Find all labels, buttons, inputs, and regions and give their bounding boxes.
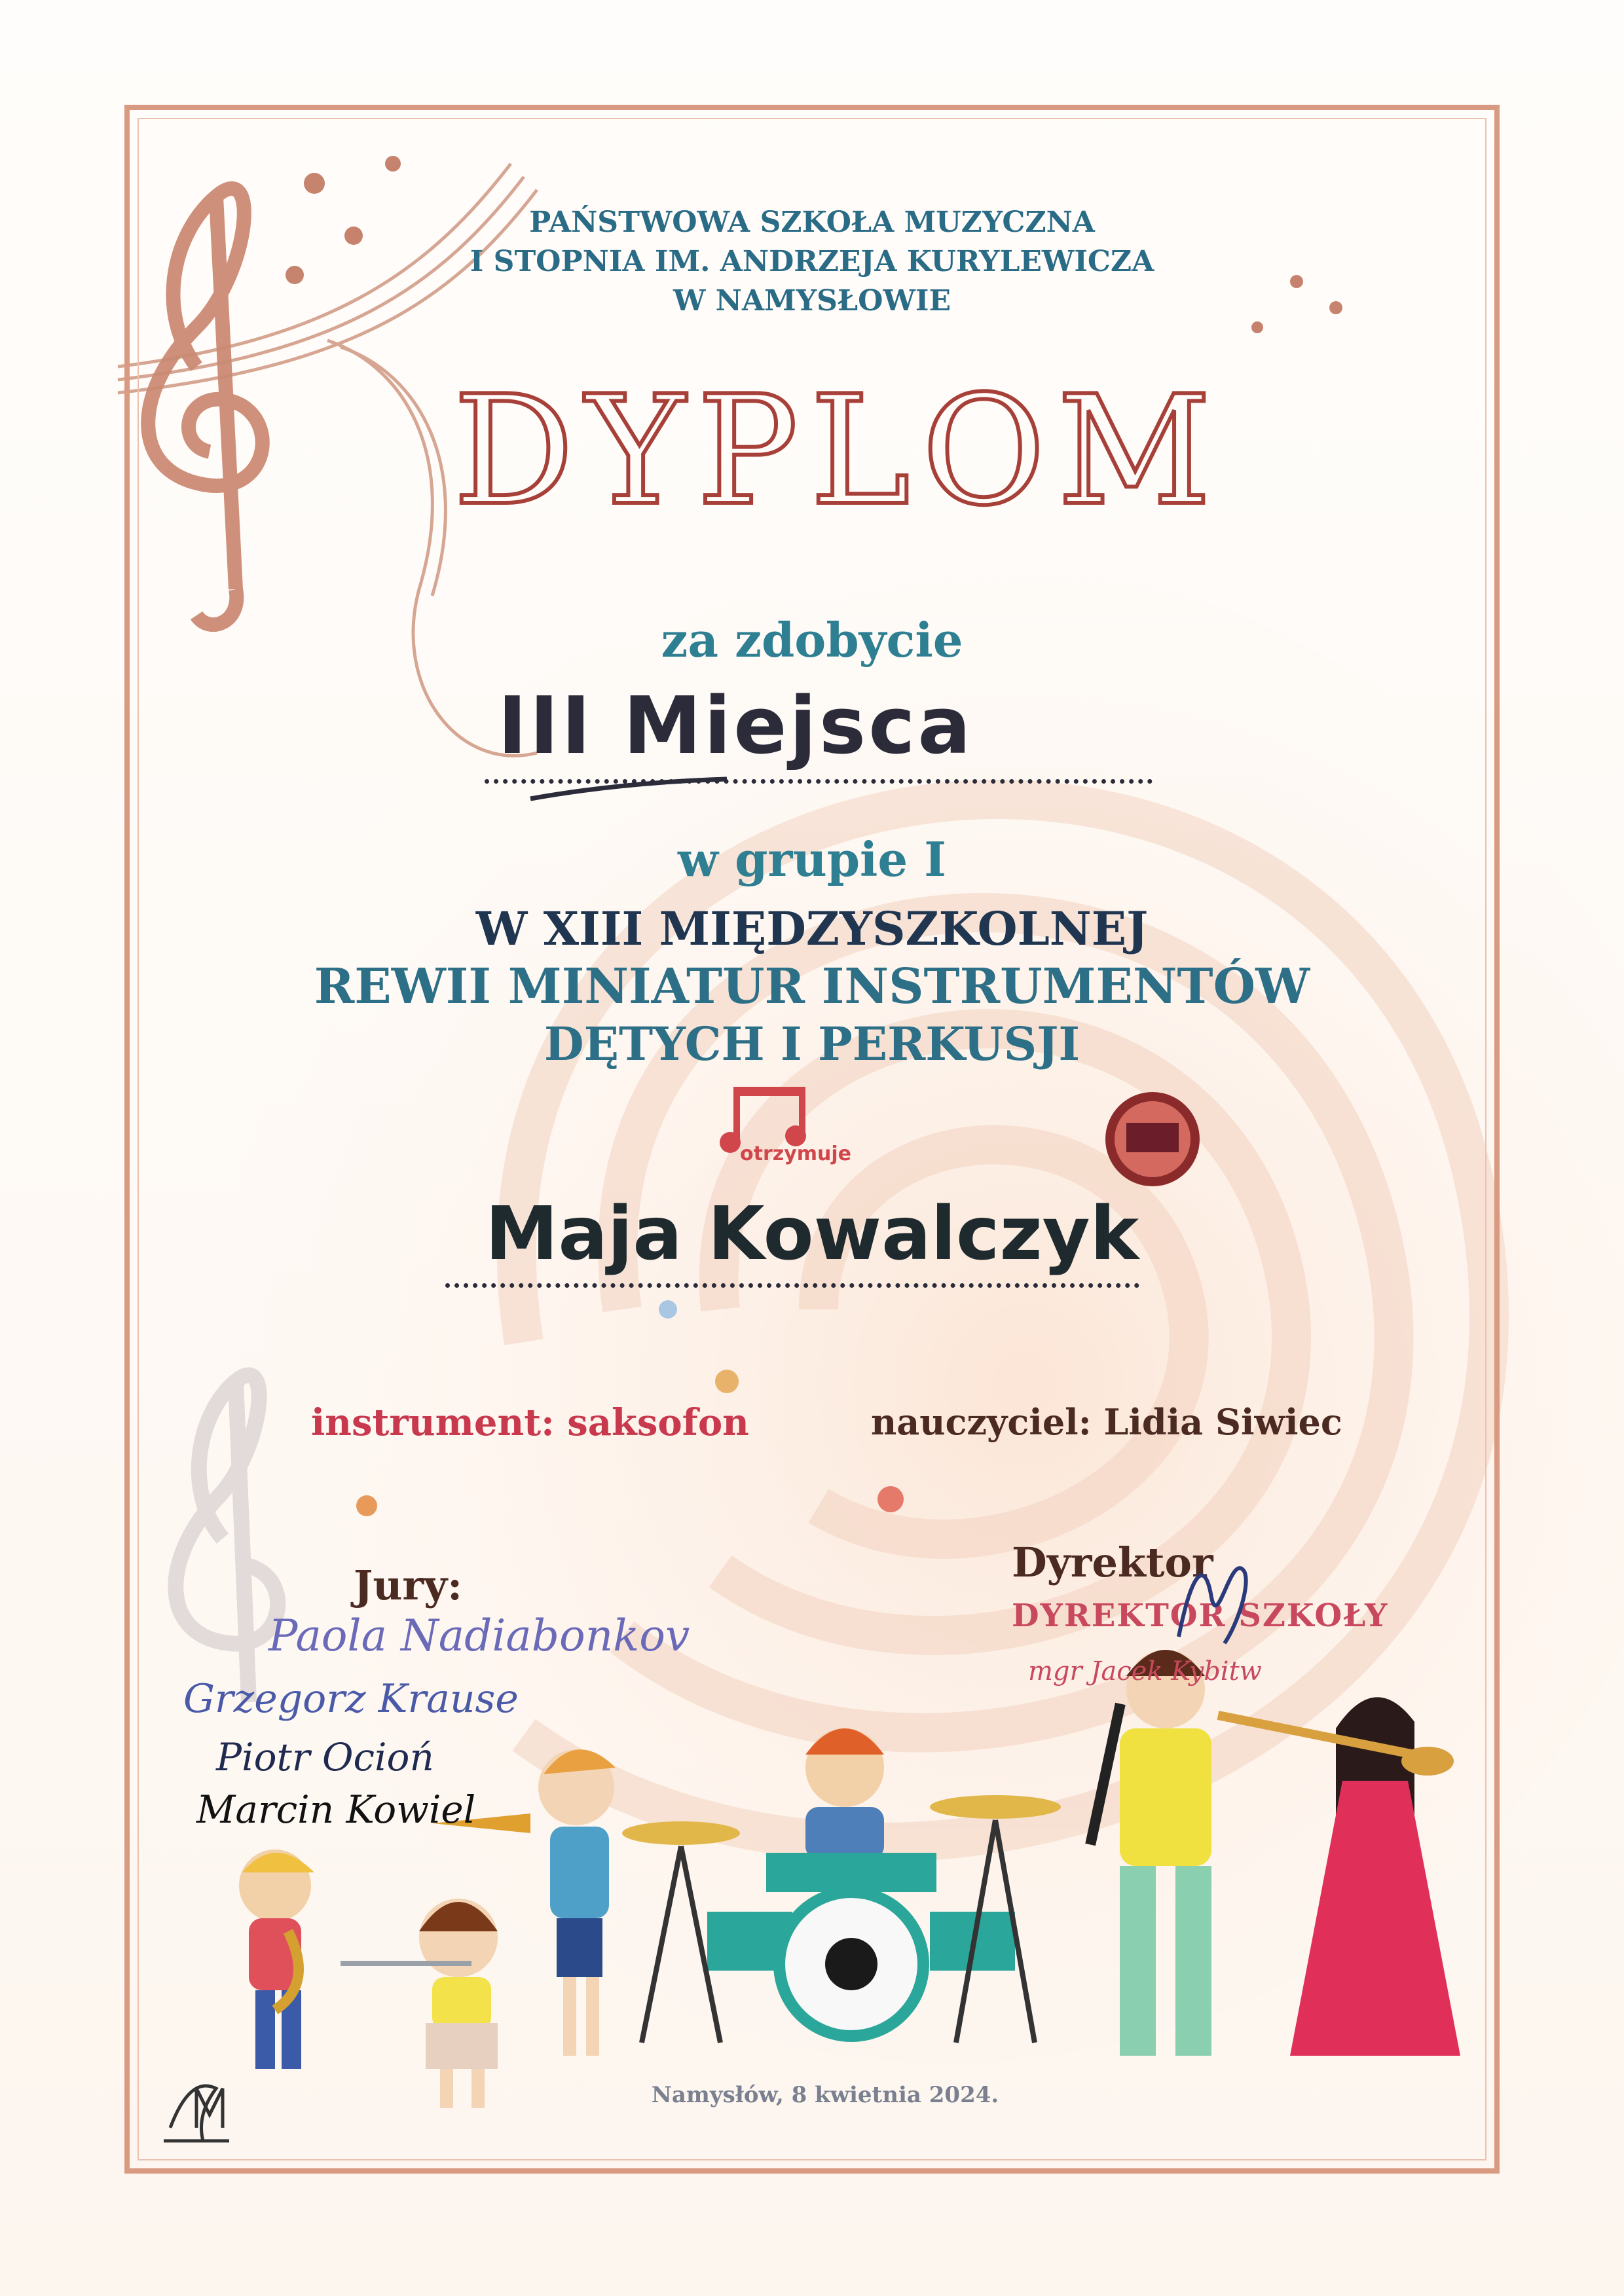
teacher-label: nauczyciel: Lidia Siwiec xyxy=(871,1401,1342,1443)
director-stamp-name: mgr Jacek Kybitw xyxy=(1028,1656,1262,1686)
jury-signature-3: Piotr Ocioń xyxy=(216,1735,434,1779)
name-dotted-line xyxy=(445,1283,1139,1288)
school-name-line2: I STOPNIA IM. ANDRZEJA KURYLEWICZA xyxy=(470,245,1154,278)
event-name xyxy=(0,900,1624,1073)
instrument-label: instrument: saksofon xyxy=(311,1401,749,1444)
award-prefix: za zdobycie xyxy=(661,612,963,668)
event-line2: REWII MINIATUR INSTRUMENTÓW xyxy=(314,958,1310,1015)
group-label: w grupie I xyxy=(678,831,946,887)
diploma-title: DYPLOM xyxy=(453,364,1223,539)
place-and-date: Namysłów, 8 kwietnia 2024. xyxy=(651,2082,999,2108)
event-line1: W XIII MIĘDZYSZKOLNEJ xyxy=(475,902,1149,956)
jury-signature-2: Grzegorz Krause xyxy=(183,1676,519,1722)
handwritten-underline-stroke xyxy=(524,773,733,812)
school-header xyxy=(0,203,1624,321)
recipient-label: otrzymuje xyxy=(740,1142,852,1165)
place-handwritten: III Miejsca xyxy=(498,681,974,772)
recipient-name: Maja Kowalczyk xyxy=(485,1192,1139,1277)
school-name-line3: W NAMYSŁOWIE xyxy=(673,284,951,318)
director-label: Dyrektor xyxy=(1012,1539,1213,1586)
jury-signature-4: Marcin Kowiel xyxy=(196,1787,476,1832)
event-line3: DĘTYCH I PERKUSJI xyxy=(544,1017,1080,1071)
director-stamp-title: DYREKTOR SZKOŁY xyxy=(1012,1597,1389,1634)
jury-label: Jury: xyxy=(354,1561,462,1609)
school-name-line1: PAŃSTWOWA SZKOŁA MUZYCZNA xyxy=(529,206,1095,239)
jury-signature-1: Paola Nadiabonkov xyxy=(268,1611,690,1661)
director-signature-stroke xyxy=(1166,1545,1270,1650)
